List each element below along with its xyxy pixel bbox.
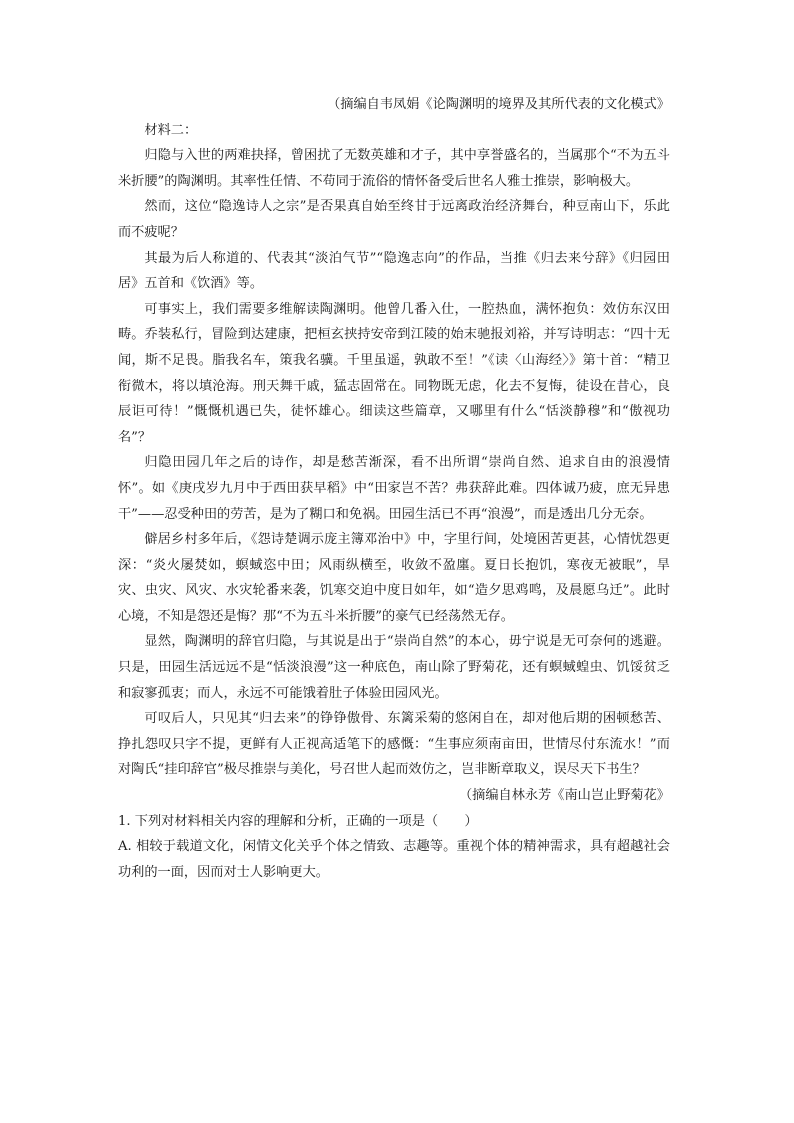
option-a: A. 相较于载道文化，闲情文化关乎个体之情致、志趣等。重视个体的精神需求，具有超越社会功利的一面，因而对士人影响更大。	[118, 839, 670, 880]
paragraph-4: 可事实上，我们需要多维解读陶渊明。他曾几番入仕，一腔热血，满怀抱负：效仿东汉田畴。乔装私行，冒险到达建康，把桓玄挟持安帝到江陵的始末驰报刘裕，并写诗明志：“四十无闻，斯不足畏。脂我名车，策我名骥。千里虽遥，孰敢不至！”《读〈山海经〉》第十首：“精卫衔微木，将以填沧海。刑天舞干戚，猛志固常在。同物既无虑，化去不复悔，徒设在昔心，良辰讵可待！”慨慨机遇已失，徒怀雄心。细读这些篇章，又哪里有什么“恬淡静穆”和“傲视功名”？	[118, 301, 670, 445]
paragraph-7: 显然，陶渊明的辞官归隐，与其说是出于“崇尚自然”的本心，毋宁说是无可奈何的逃避。只是，田园生活远远不是“恬淡浪漫”这一种底色，南山除了野菊花，还有螟蜮蝗虫、饥馁贫乏和寂寥孤衷；而人，永远不可能饿着肚子体验田园风光。	[118, 634, 670, 701]
paragraph-2: 然而，这位“隐逸诗人之宗”是否果真自始至终甘于远离政治经济舞台，种豆南山下，乐此而不疲呢？	[118, 199, 670, 240]
paragraph-3: 其最为后人称道的、代表其“淡泊气节”“隐逸志向”的作品，当推《归去来兮辞》《归园田居》五首和《饮酒》等。	[118, 250, 670, 292]
material-heading: 材料二：	[144, 122, 198, 138]
paragraph-5: 归隐田园几年之后的诗作，却是愁苦渐深，看不出所谓“崇尚自然、追求自由的浪漫情怀”。如《庚戌岁九月中于西田获早稻》中“田家岂不苦？弗获辞此难。四体诚乃疲，庶无异患干”——忍受种田的劳苦，是为了糊口和免祸。田园生活已不再“浪漫”，而是透出几分无奈。	[118, 455, 670, 522]
paragraph-8: 可叹后人，只见其“归去来”的铮铮傲骨、东篱采菊的悠闲自在，却对他后期的困顿愁苦、挣扎怨叹只字不提，更鲜有人正视高适笔下的感慨：“生事应须南亩田，世情尽付东流水！”而对陶氏“挂印辞官”极尽推崇与美化，号召世人起而效仿之，岂非断章取义，误尽天下书生？	[118, 711, 670, 778]
source-citation-1: （摘编自韦凤娟《论陶渊明的境界及其所代表的文化模式》	[327, 97, 670, 112]
source-citation-2: （摘编自林永芳《南山岂止野菊花》	[459, 788, 670, 804]
document-page	[118, 92, 670, 885]
paragraph-6: 僻居乡村多年后，《怨诗楚调示庞主簿邓治中》中，字里行间，处境困苦更甚，心情忧怨更深：“炎火屡焚如，螟蜮恣中田；风雨纵横至，收敛不盈廛。夏日长抱饥，寒夜无被眠”，旱灾、虫灾、风灾、水灾轮番来袭，饥寒交迫中度日如年，如“造夕思鸡鸣，及晨愿乌迁”。此时心境，不知是怨还是悔？那“不为五斗米折腰”的豪气已经荡然无存。	[118, 532, 670, 624]
question-1: 1. 下列对材料相关内容的理解和分析，正确的一项是（ ）	[118, 813, 478, 829]
paragraph-1: 归隐与入世的两难抉择，曾困扰了无数英雄和才子，其中享誉盛名的，当属那个“不为五斗米折腰”的陶渊明。其率性任情、不苟同于流俗的情怀备受后世名人雅士推崇，影响极大。	[118, 148, 670, 189]
